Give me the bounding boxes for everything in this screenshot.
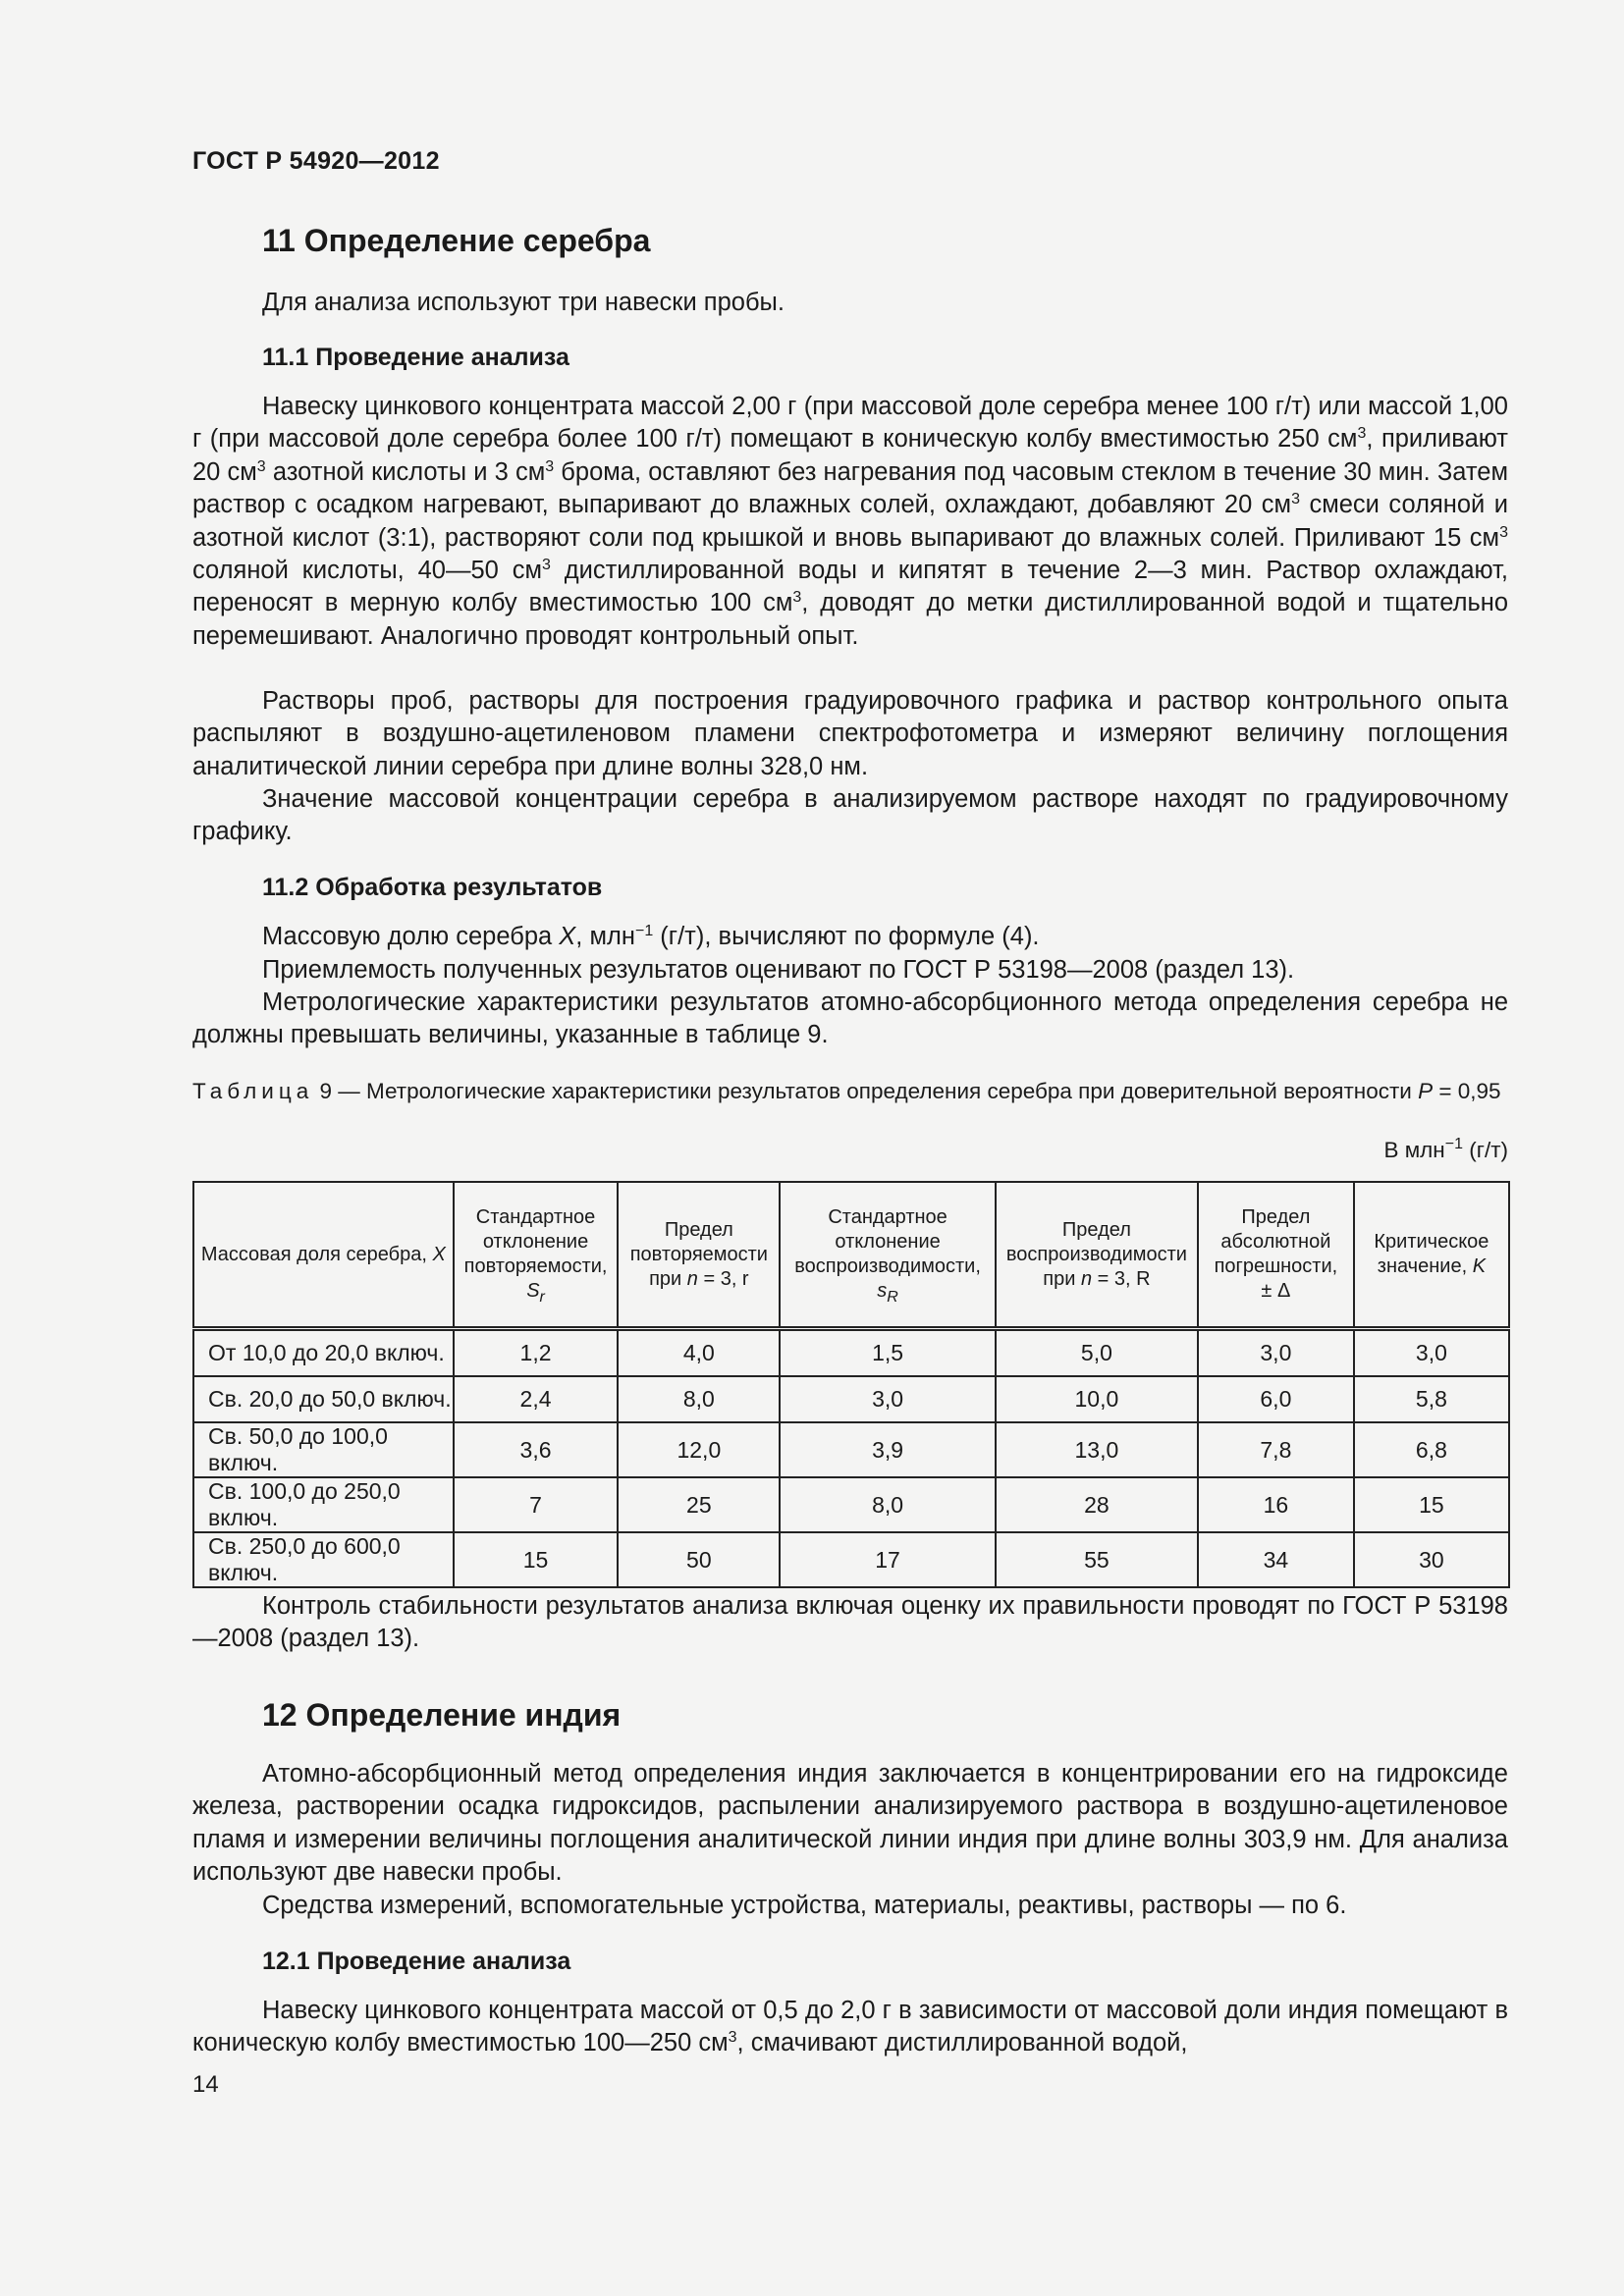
section-12-title: 12 Определение индия: [262, 1697, 622, 1733]
section-12-1-paragraph-1: Навеску цинкового концентрата массой от 0,5 до 2,0 г в зависимости от массовой доли индия помещают в коническую колбу вместимостью 100—250 $см^3$, смачивают дистиллированной водой,: [192, 1997, 1508, 2057]
header-critical-value: Критическое значение, K: [1354, 1182, 1509, 1329]
cell: 17: [780, 1532, 996, 1587]
cell: 3,0: [1354, 1329, 1509, 1377]
cell-range: Св. 20,0 до 50,0 включ.: [193, 1376, 454, 1422]
cell: 2,4: [454, 1376, 619, 1422]
cell: 12,0: [618, 1422, 780, 1477]
cell: 8,0: [780, 1477, 996, 1532]
cell: 6,0: [1198, 1376, 1354, 1422]
section-11-2-paragraph-2: Приемлемость полученных результатов оценивают по ГОСТ Р 53198—2008 (раздел 13).: [262, 956, 1295, 984]
cell-range: Св. 100,0 до 250,0 включ.: [193, 1477, 454, 1532]
table-row: [193, 1422, 1509, 1477]
section-11-1-paragraph-1: Навеску цинкового концентрата массой 2,00 г (при массовой доле серебра менее 100 г/т) или массой 1,00 г (при массовой доле серебра более 100 г/т) помещают в коническую колбу вместимостью 250 $см^3$, приливают 20 $см^3$ азотной кислоты и 3 $см^3$ брома, оставляют без нагревания под часовым стеклом в течение 30 мин. Затем раствор с осадком нагревают, выпаривают до влажных солей, охлаждают, добавляют 20 $см^3$ смеси соляной и азотной кислот (3:1), растворяют соли под крышкой и вновь выпаривают до влажных солей. Приливают 15 $см^3$ соляной кислоты, 40—50 $см^3$ дистиллированной воды и кипятят в течение 2—3 мин. Раствор охлаждают, переносят в мерную колбу вместимостью 100 $см^3$, доводят до метки дистиллированной водой и тщательно перемешивают. Аналогично проводят контрольный опыт.: [192, 393, 1509, 650]
cell: 1,5: [780, 1329, 996, 1377]
cell: 55: [996, 1532, 1198, 1587]
cell: 3,0: [1198, 1329, 1354, 1377]
cell: 3,0: [780, 1376, 996, 1422]
table-9-unit: В млн$^{-1}$ (г/т): [1383, 1136, 1508, 1162]
subsection-12-1-title: 12.1 Проведение анализа: [262, 1948, 571, 1975]
cell-range: Св. 50,0 до 100,0 включ.: [193, 1422, 454, 1477]
header-reproducibility-limit: Предел воспроизводимости при n = 3, R: [996, 1182, 1198, 1329]
table-9-caption: Таблица 9 — Метрологические характеристики результатов определения серебра при доверительной вероятности P = 0,95: [192, 1079, 1501, 1103]
cell: 6,8: [1354, 1422, 1509, 1477]
header-absolute-error-limit: Предел абсолютной погрешности, ± Δ: [1198, 1182, 1354, 1329]
cell: 13,0: [996, 1422, 1198, 1477]
cell: 5,8: [1354, 1376, 1509, 1422]
cell: 7: [454, 1477, 619, 1532]
cell: 1,2: [454, 1329, 619, 1377]
section-11-2-paragraph-1: Массовую долю серебра X, млн$^{-1}$ (г/т), вычисляют по формуле (4).: [262, 923, 1040, 950]
stability-control-paragraph: Контроль стабильности результатов анализа включая оценку их правильности проводят по ГОСТ Р 53198—2008 (раздел 13).: [192, 1592, 1508, 1653]
cell: 10,0: [996, 1376, 1198, 1422]
cell: 25: [618, 1477, 780, 1532]
cell: 4,0: [618, 1329, 780, 1377]
cell: 5,0: [996, 1329, 1198, 1377]
section-11-title: 11 Определение серебра: [262, 223, 651, 258]
header-repeatability-limit: Предел повторяемости при n = 3, r: [618, 1182, 780, 1329]
cell: 7,8: [1198, 1422, 1354, 1477]
subsection-11-2-title: 11.2 Обработка результатов: [262, 874, 603, 901]
header-std-dev-repeatability: Стандартное отклонение повторяемости, $S_r$: [454, 1182, 619, 1329]
cell: 3,6: [454, 1422, 619, 1477]
section-12-paragraph-1: Атомно-абсорбционный метод определения индия заключается в концентрировании его на гидроксиде железа, растворении осадка гидроксидов, распылении анализируемого раствора в воздушно-ацетиленовое пламя и измерении величины поглощения аналитической линии индия при длине волны 303,9 нм. Для анализа используют две навески пробы.: [192, 1760, 1508, 1887]
cell: 28: [996, 1477, 1198, 1532]
cell-range: Св. 250,0 до 600,0 включ.: [193, 1532, 454, 1587]
cell: 3,9: [780, 1422, 996, 1477]
section-11-1-paragraph-2: Растворы проб, растворы для построения градуировочного графика и раствор контрольного опыта распыляют в воздушно-ацетиленовом пламени спектрофотометра и измеряют величину поглощения аналитической линии серебра при длине волны 328,0 нм.: [192, 687, 1508, 780]
table-header-row: [193, 1182, 1509, 1329]
table-row: [193, 1477, 1509, 1532]
cell: 30: [1354, 1532, 1509, 1587]
cell-range: От 10,0 до 20,0 включ.: [193, 1329, 454, 1377]
section-11-2-paragraph-3: Метрологические характеристики результатов атомно-абсорбционного метода определения серебра не должны превышать величины, указанные в таблице 9.: [192, 988, 1508, 1049]
cell: 16: [1198, 1477, 1354, 1532]
table-9: [192, 1181, 1510, 1588]
cell: 15: [1354, 1477, 1509, 1532]
header-mass-fraction: Массовая доля серебра, X: [193, 1182, 454, 1329]
section-11-intro: Для анализа используют три навески пробы.: [262, 289, 785, 316]
cell: 34: [1198, 1532, 1354, 1587]
header-std-dev-reproducibility: Стандартное отклонение воспроизводимости, $s_R$: [780, 1182, 996, 1329]
table-row: [193, 1329, 1509, 1377]
section-12-paragraph-2: Средства измерений, вспомогательные устройства, материалы, реактивы, растворы — по 6.: [262, 1892, 1347, 1919]
subsection-11-1-title: 11.1 Проведение анализа: [262, 344, 569, 371]
cell: 15: [454, 1532, 619, 1587]
section-11-1-paragraph-3: Значение массовой концентрации серебра в анализируемом растворе находят по градуировочному графику.: [192, 785, 1508, 846]
cell: 50: [618, 1532, 780, 1587]
table-row: [193, 1376, 1509, 1422]
cell: 8,0: [618, 1376, 780, 1422]
page-number: 14: [192, 2071, 219, 2098]
standard-header: ГОСТ Р 54920—2012: [192, 147, 440, 175]
table-row: [193, 1532, 1509, 1587]
